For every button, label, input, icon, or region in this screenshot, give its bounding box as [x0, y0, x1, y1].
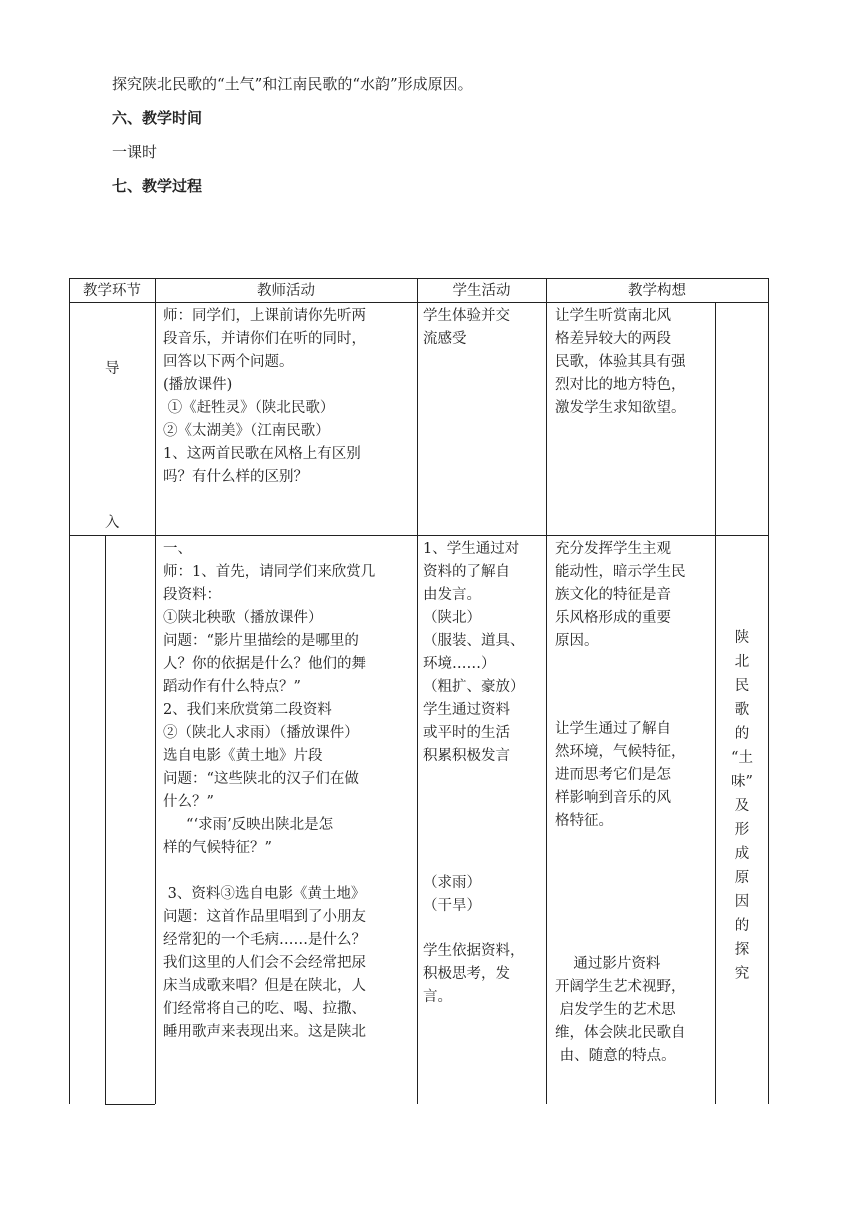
col-divider-2	[417, 278, 418, 1104]
student-activity-explore-c: 学生依据资料， 积极思考，发 言。	[423, 943, 525, 1005]
table-header-divider	[69, 302, 769, 303]
col-divider-4	[715, 302, 716, 1104]
table-border-left	[69, 278, 70, 1104]
design-explore-b: 让学生通过了解自 然环境，气候特征， 进而思考它们是怎 样影响到音乐的风 格特征。	[555, 721, 686, 829]
table-border-right	[768, 278, 769, 1104]
stage-subcell-bottom	[105, 1104, 155, 1105]
teacher-activity-explore: 一、 师：1、首先，请同学们来欣赏几 段资料： ①陕北秧歌（播放课件） 问题：“影片里描绘的是哪里的 人？你的依据是什么？他们的舞 蹈动作有什么特点？” 2、我们来欣赏第二段资料 ②（陕北人求雨）（播放课件） 选自电影《黄土地》片段 问题：“这些陕北的汉子们在做 什么？” “‘求雨’反映出陕北是怎 样的气候特征？” 3、资料③选自电影《黄土地》 问题：这首作品里唱到了小朋友 经常犯的一个毛病……是什么？ 我们这里的人们会不会经常把尿 床当成歌来唱？但是在陕北，人 们经常将自己的吃、喝、拉撒、 睡用歌声来表现出来。这是陕北	[163, 541, 376, 1040]
col-divider-3	[546, 278, 547, 1104]
student-activity-explore-b: （求雨） （干旱）	[423, 875, 481, 914]
stage-subcell-left	[105, 535, 106, 1105]
header-student: 学生活动	[452, 283, 511, 299]
student-activity-explore-a: 1、学生通过对 资料的了解自 由发言。 （陕北） （服装、道具、 环境……） （粗扩、豪放） 学生通过资料 或平时的生活 积累积极发言	[423, 541, 525, 764]
section-seven-heading: 七、教学过程	[112, 177, 203, 195]
section-six-heading: 六、教学时间	[112, 109, 203, 127]
design-explore-c: 通过影片资料 开阔学生艺术视野， 启发学生的艺术思 维，体会陕北民歌自 由、随意的特点。	[555, 956, 686, 1064]
header-stage: 教学环节	[83, 283, 141, 299]
design-intro: 让学生听赏南北风 格差异较大的两段 民歌，体验其具有强 烈对比的地方特色， 激发学生求知欲望。	[555, 308, 686, 416]
design-explore-a: 充分发挥学生主观 能动性，暗示学生民 族文化的特征是音 乐风格形成的重要 原因。	[555, 541, 686, 649]
header-teacher: 教师活动	[257, 283, 315, 299]
table-border-top	[69, 278, 769, 279]
student-activity-intro: 学生体验并交 流感受	[423, 308, 510, 347]
col-divider-1	[155, 278, 156, 1104]
table-row-divider	[69, 535, 769, 536]
section-topic-vertical: 陕 北 民 歌 的 “土 味” 及 形 成 原 因 的 探 究	[731, 630, 753, 982]
stage-label-bottom: 入	[105, 515, 120, 531]
intro-paragraph: 探究陕北民歌的“土气”和江南民歌的“水韵”形成原因。	[112, 75, 473, 93]
teacher-activity-intro: 师：同学们，上课前请你先听两 段音乐，并请你们在听的同时， 回答以下两个问题。 (播放课件) ①《赶牲灵》（陕北民歌） ②《太湖美》（江南民歌） 1、这两首民歌在风格上有区别 吗？有什么样的区别？	[163, 308, 366, 485]
section-six-body: 一课时	[112, 143, 158, 161]
header-design: 教学构想	[628, 283, 686, 299]
stage-label-top: 导	[105, 361, 120, 377]
